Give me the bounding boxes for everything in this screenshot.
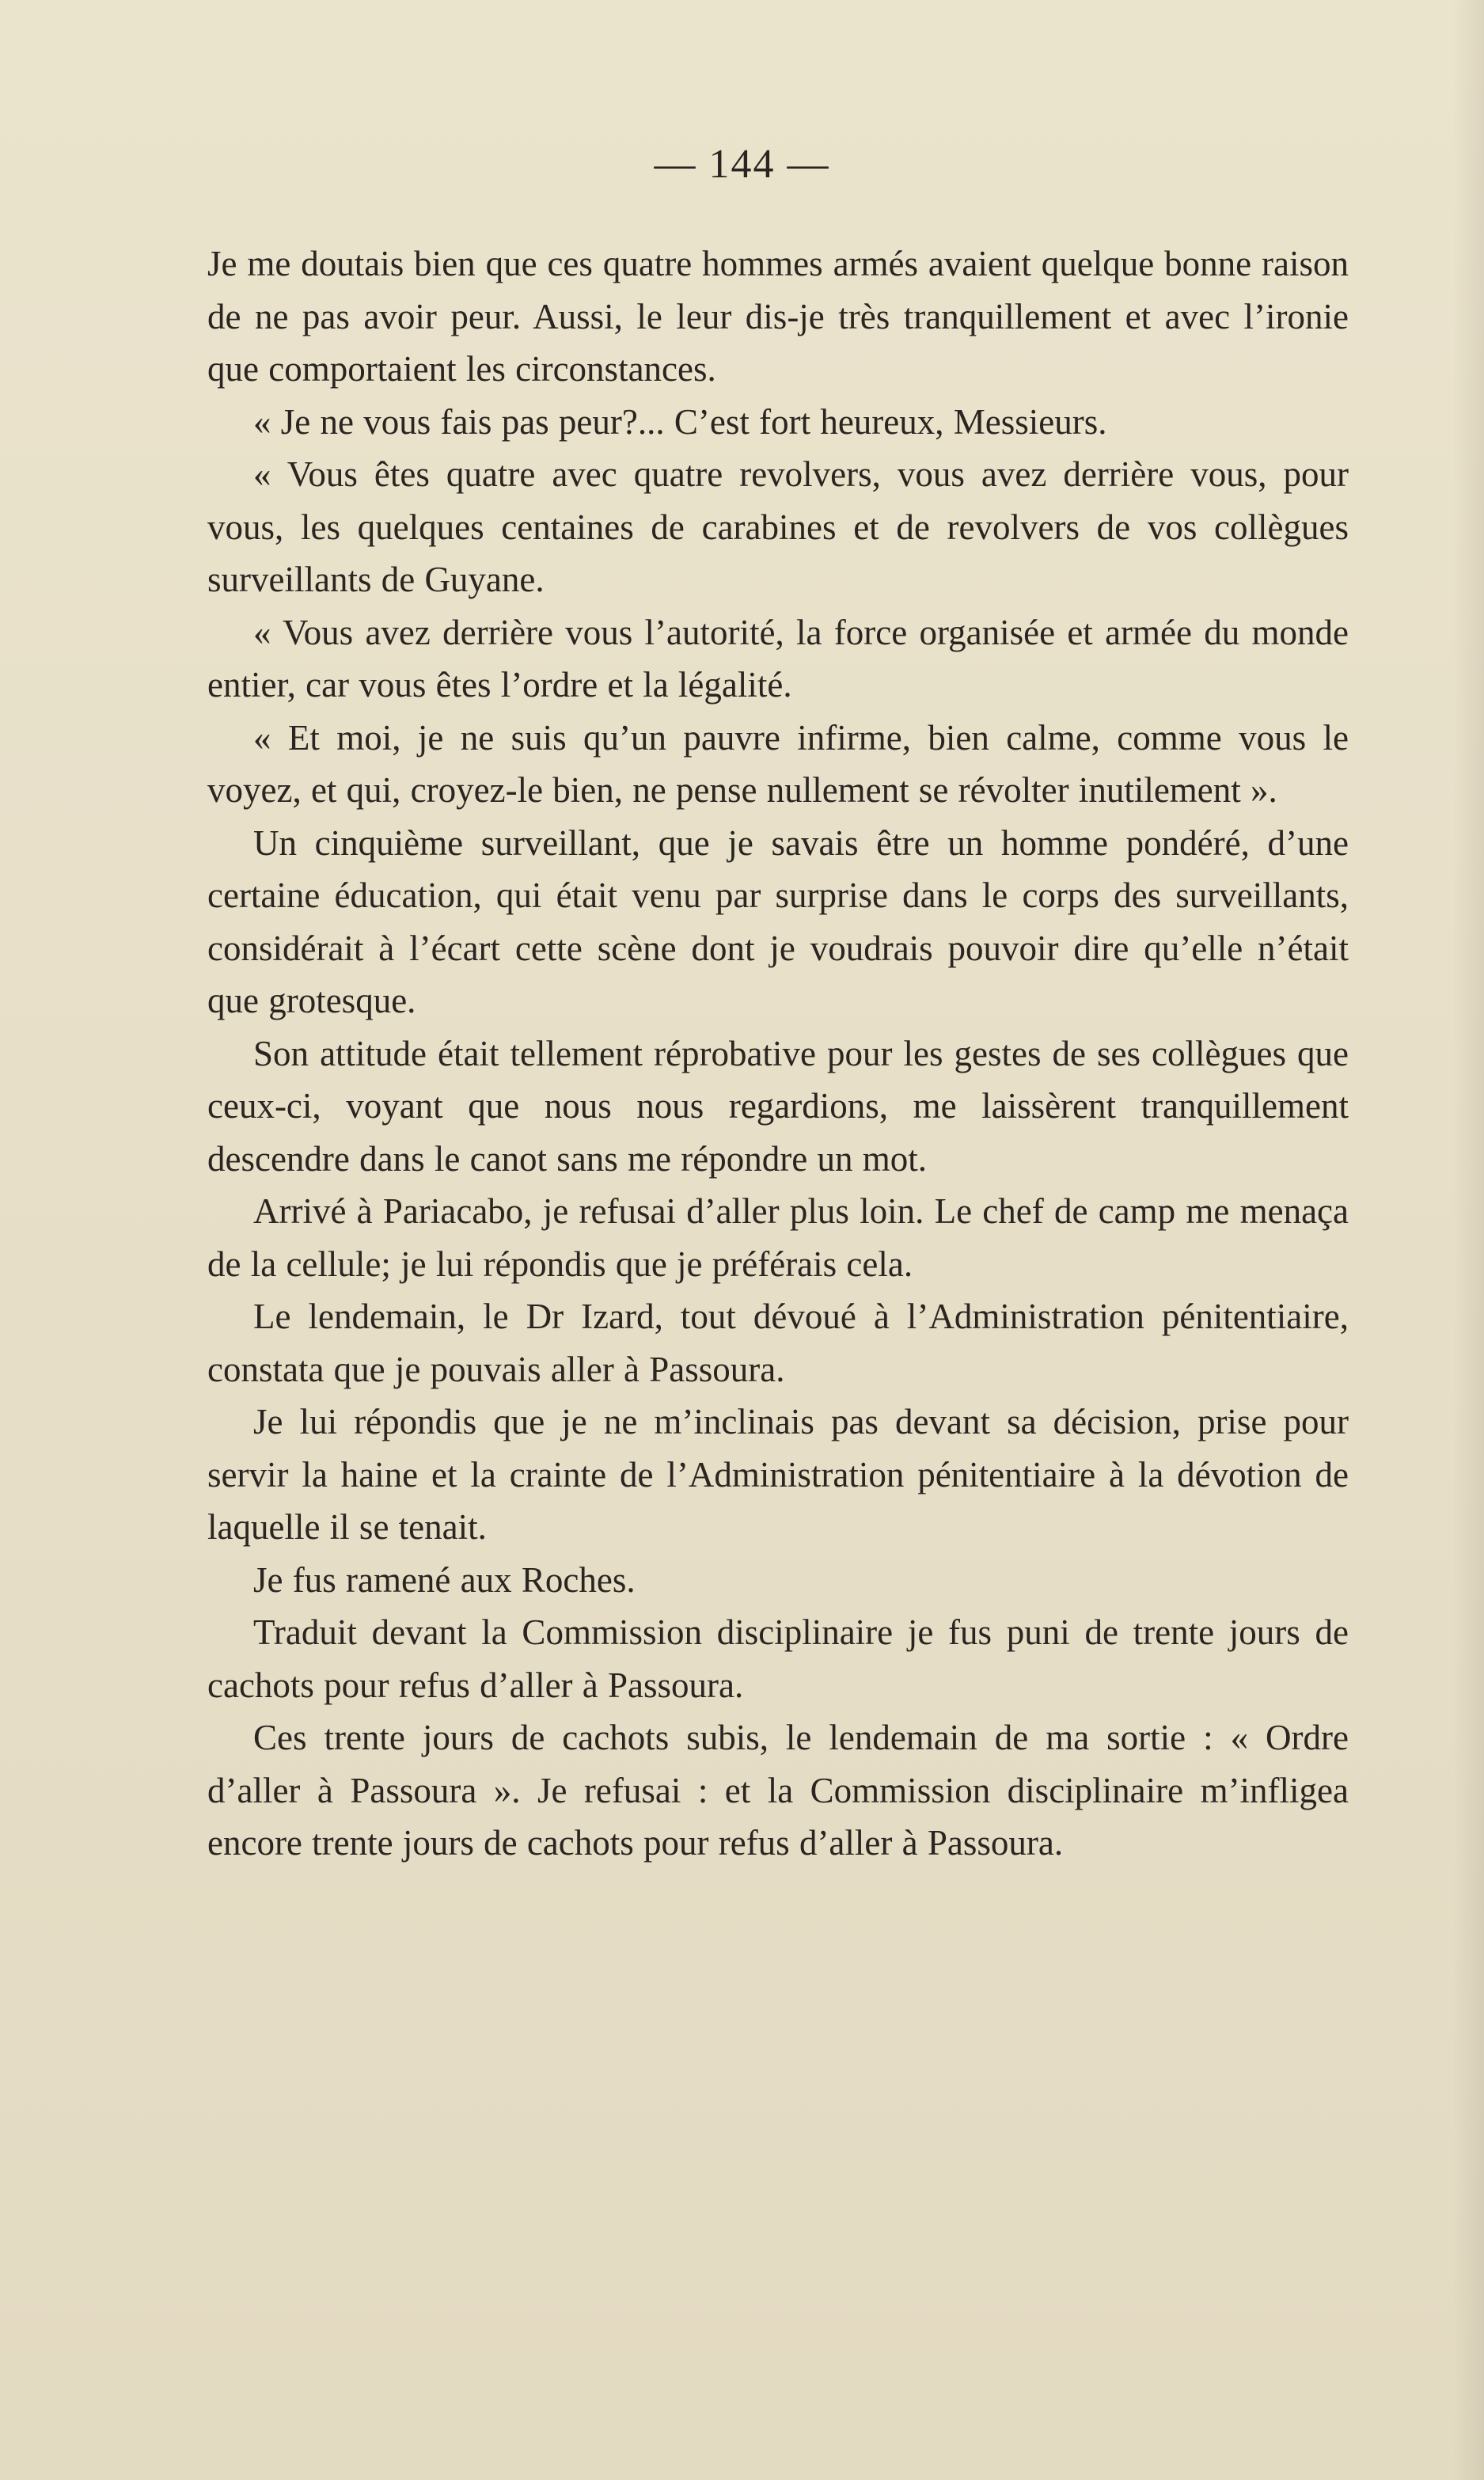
paragraph-1: Je me doutais bien que ces quatre hommes armés avaient quelque bonne raison de ne pas avoir peur. Aussi, le leur dis-je très tranquillement et avec l’ironie que comportaient les circonstances. — [207, 244, 1349, 389]
paragraph-4: « Vous avez derrière vous l’autorité, la force organisée et armée du monde entier, car vous êtes l’ordre et la légalité. — [207, 612, 1349, 705]
body-text — [207, 237, 1349, 1870]
paragraph-13: Ces trente jours de cachots subis, le lendemain de ma sortie : « Ordre d’aller à Passoura ». Je refusai : et la Commission disciplinaire m’infligea encore trente jours de cachots pour refus d’aller à Passoura. — [207, 1718, 1349, 1863]
page-edge-shadow — [1452, 0, 1484, 2480]
paragraph-2: « Je ne vous fais pas peur?... C’est fort heureux, Messieurs. — [253, 401, 1107, 442]
paragraph-8: Arrivé à Pariacabo, je refusai d’aller plus loin. Le chef de camp me menaça de la cellule; je lui répondis que je préférais cela. — [207, 1191, 1349, 1284]
paragraph-7: Son attitude était tellement réprobative pour les gestes de ses collègues que ceux-ci, voyant que nous nous regardions, me laissèrent tranquillement descendre dans le canot sans me répondre un mot. — [207, 1033, 1349, 1179]
paragraph-10: Je lui répondis que je ne m’inclinais pas devant sa décision, prise pour servir la haine et la crainte de l’Administration pénitentiaire à la dévotion de laquelle il se tenait. — [207, 1402, 1349, 1547]
paragraph-12: Traduit devant la Commission disciplinaire je fus puni de trente jours de cachots pour refus d’aller à Passoura. — [207, 1612, 1349, 1705]
paragraph-5: « Et moi, je ne suis qu’un pauvre infirme, bien calme, comme vous le voyez, et qui, croyez-le bien, ne pense nullement se révolter inutilement ». — [207, 717, 1349, 810]
paragraph-11: Je fus ramené aux Roches. — [253, 1559, 636, 1600]
paragraph-9: Le lendemain, le Dr Izard, tout dévoué à l’Administration pénitentiaire, constata que je pouvais aller à Passoura. — [207, 1297, 1349, 1389]
page-number: — 144 — — [654, 142, 830, 187]
paragraph-6: Un cinquième surveillant, que je savais être un homme pondéré, d’une certaine éducation, qui était venu par surprise dans le corps des surveillants, considérait à l’écart cette scène dont je voudrais pouvoir dire qu’elle n’était que grotesque. — [207, 822, 1349, 1020]
paragraph-3: « Vous êtes quatre avec quatre revolvers, vous avez derrière vous, pour vous, les quelques centaines de carabines et de revolvers de vos collègues surveillants de Guyane. — [207, 454, 1349, 599]
